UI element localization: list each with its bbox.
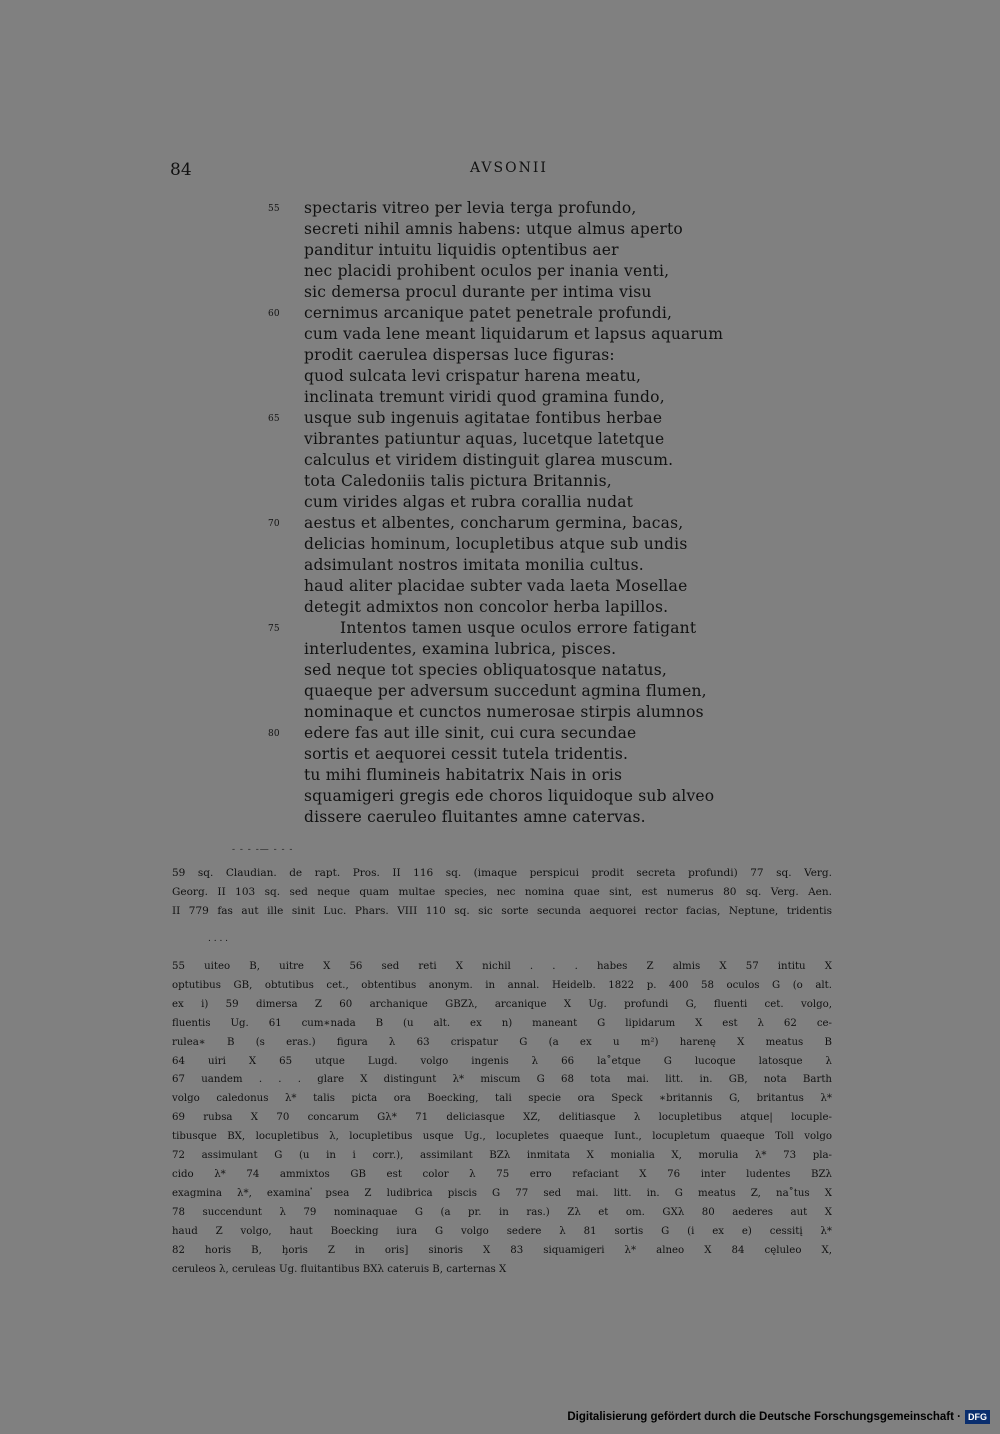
apparatus-line: 78 succendunt λ 79 nominaquae G (a pr. in ras.) Zλ et om. GXλ 80 aederes aut X (172, 1206, 832, 1218)
apparatus-line: haud Z volgo, haut Boecking iura G volgo sedere λ 81 sortis G (i ex e) cessitį λ* (172, 1225, 832, 1237)
running-head: AVSONII (470, 160, 548, 176)
line-number: 80 (268, 729, 280, 739)
verse-line (268, 471, 828, 492)
apparatus-line: cido λ* 74 ammixtos GB est color λ 75 erro refaciant X 76 inter ludentes BZλ (172, 1168, 832, 1180)
verse-text: calculus et viridem distinguit glarea muscum. (304, 451, 674, 469)
verse-line (268, 345, 828, 366)
apparatus-line: volgo caledonus λ* talis picta ora Boecking, tali specie ora Speck ∗britannis G, britantus λ* (172, 1093, 832, 1105)
verse-line (268, 324, 828, 345)
apparatus-line: ex i) 59 dimersa Z 60 archanique GBZλ, arcanique X Ug. profundi G, fluenti cet. volgo, (172, 998, 832, 1010)
apparatus-line: ceruleos λ, ceruleas Ug. fluitantibus BXλ cateruis B, carternas X (172, 1263, 507, 1275)
verse-text: haud aliter placidae subter vada laeta Mosellae (304, 577, 688, 595)
verse-line (268, 429, 828, 450)
verse-text: aestus et albentes, concharum germina, bacas, (304, 514, 684, 532)
apparatus-line: optutibus GB, obtutibus cet., obtentibus anonym. in annal. Heidelb. 1822 p. 400 58 oculos G (o alt. (172, 979, 832, 991)
verse-line (268, 555, 828, 576)
verse-text: quaeque per adversum succedunt agmina flumen, (304, 682, 707, 700)
footer (567, 1406, 990, 1428)
verse-line (268, 618, 828, 639)
verse-text: cernimus arcanique patet penetrale profundi, (304, 304, 673, 322)
line-number: 70 (268, 519, 280, 529)
apparatus-line: 64 uiri X 65 utque Lugd. volgo ingenis λ 66 la˚etque G lucoque latosque λ (172, 1055, 832, 1067)
verse-line (268, 408, 828, 429)
verse-line (268, 786, 828, 807)
verse-text: dissere caeruleo fluitantes amne catervas. (304, 808, 646, 826)
apparatus-line: 55 uiteo B, uitre X 56 sed reti X nichil . . . habes Z almis X 57 intitu X (172, 961, 832, 972)
testimonia-line: II 779 fas aut ille sinit Luc. Phars. VIII 110 sq. sic sorte secunda aequorei rector facias, Neptune, tridentis (172, 905, 832, 917)
verse-line (268, 282, 828, 303)
page-number: 84 (170, 160, 192, 180)
apparatus-line: tibusque BX, locupletibus λ, locupletibus usque Ug., locupletes quaeque Iunt., locupletum quaeque Toll volgo (172, 1131, 832, 1143)
apparatus-line: exagmina λ*, examina ̓psea Z ludibrica piscis G 77 sed mai. litt. in. G meatus Z, na˚tus X (172, 1187, 832, 1199)
verse-line (268, 744, 828, 765)
verse-text: delicias hominum, locupletibus atque sub undis (304, 535, 688, 553)
verse-line (268, 639, 828, 660)
verse-text: quod sulcata levi crispatur harena meatu, (304, 367, 642, 385)
verse-text: interludentes, examina lubrica, pisces. (304, 640, 617, 658)
apparatus-line: 67 uandem . . . glare X distingunt λ* miscum G 68 tota mai. litt. in. GB, nota Barth (172, 1074, 832, 1086)
verse-text: sic demersa procul durante per intima visu (304, 283, 652, 301)
verse-line (268, 807, 828, 828)
verse-text: sed neque tot species obliquatosque natatus, (304, 661, 668, 679)
verse-text: panditur intuitu liquidis optentibus aer (304, 241, 619, 259)
verse-line (268, 366, 828, 387)
apparatus-line: 72 assimulant G (u in i corr.), assimilant BZλ inmitata X monialia X, morulia λ* 73 pla- (172, 1150, 832, 1162)
apparatus-line: fluentis Ug. 61 cum∗nada B (u alt. ex n) maneant G lipidarum X est λ 62 ce- (172, 1017, 832, 1029)
verse-text: adsimulant nostros imitata monilia cultus. (304, 556, 644, 574)
testimonia (172, 864, 832, 921)
critical-apparatus (172, 958, 832, 1279)
verse-text: cum virides algas et rubra corallia nudat (304, 493, 634, 511)
separator-rule: - - - -— - - - (232, 845, 294, 855)
verse-line (268, 597, 828, 618)
verse-line (268, 450, 828, 471)
verse-line (268, 534, 828, 555)
verse-text: tu mihi flumineis habitatrix Nais in oris (304, 766, 623, 784)
poem-text (268, 198, 828, 828)
verse-line (268, 261, 828, 282)
verse-text: usque sub ingenuis agitatae fontibus herbae (304, 409, 663, 427)
dfg-logo: DFG (965, 1410, 990, 1424)
verse-text: nominaque et cunctos numerosae stirpis alumnos (304, 703, 704, 721)
verse-line (268, 765, 828, 786)
verse-line (268, 240, 828, 261)
testimonia-line: 59 sq. Claudian. de rapt. Pros. II 116 sq. (imaque perspicui prodit secreta profundi) 77 sq. Verg. (172, 867, 832, 879)
verse-text: secreti nihil amnis habens: utque almus aperto (304, 220, 683, 238)
verse-text: tota Caledoniis talis pictura Britannis, (304, 472, 612, 490)
verse-text: detegit admixtos non concolor herba lapillos. (304, 598, 669, 616)
apparatus-line: 82 horis B, ḩoris Z in oris] sinoris X 83 siquamigeri λ* alneo X 84 cęluleo X, (172, 1244, 832, 1256)
verse-line (268, 723, 828, 744)
verse-line (268, 576, 828, 597)
footer-text: Digitalisierung gefördert durch die Deutsche Forschungsgemeinschaft · (567, 1411, 961, 1423)
verse-line (268, 219, 828, 240)
verse-text: Intentos tamen usque oculos errore fatigant (340, 619, 697, 637)
verse-text: spectaris vitreo per levia terga profundo, (304, 199, 637, 217)
verse-line (268, 681, 828, 702)
verse-line (268, 702, 828, 723)
verse-text: nec placidi prohibent oculos per inania venti, (304, 262, 670, 280)
verse-text: squamigeri gregis ede choros liquidoque sub alveo (304, 787, 715, 805)
line-number: 60 (268, 309, 280, 319)
verse-text: edere fas aut ille sinit, cui cura secundae (304, 724, 637, 742)
verse-line (268, 387, 828, 408)
verse-line (268, 660, 828, 681)
verse-text: prodit caerulea dispersas luce figuras: (304, 346, 615, 364)
testimonia-line: Georg. II 103 sq. sed neque quam multae species, nec nomina quae sint, est numerus 80 sq. Verg. Aen. (172, 886, 832, 898)
line-number: 75 (268, 624, 280, 634)
verse-line (268, 513, 828, 534)
verse-text: vibrantes patiuntur aquas, lucetque latetque (304, 430, 665, 448)
verse-line (268, 492, 828, 513)
verse-line (268, 303, 828, 324)
verse-text: inclinata tremunt viridi quod gramina fundo, (304, 388, 665, 406)
apparatus-line: 69 rubsa X 70 concarum Gλ* 71 deliciasque XZ, delitiasque λ locupletibus atque| locuple- (172, 1112, 832, 1124)
verse-text: cum vada lene meant liquidarum et lapsus aquarum (304, 325, 724, 343)
apparatus-line: rulea∗ B (s eras.) figura λ 63 crispatur G (a ex u m²) harenę X meatus B (172, 1036, 832, 1048)
line-number: 65 (268, 414, 280, 424)
verse-line (268, 198, 828, 219)
separator-dots: . . . . (208, 934, 229, 944)
verse-text: sortis et aequorei cessit tutela tridentis. (304, 745, 629, 763)
line-number: 55 (268, 204, 280, 214)
